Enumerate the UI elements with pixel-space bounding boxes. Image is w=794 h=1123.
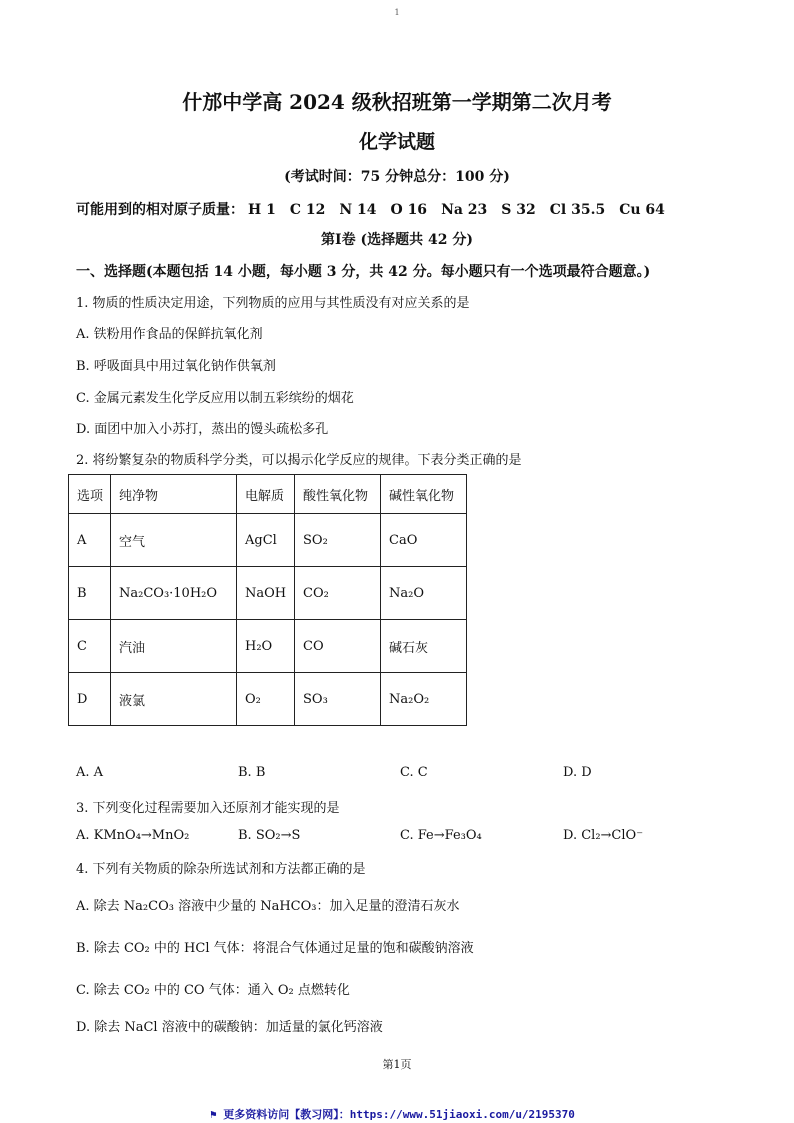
section-heading: 一、选择题(本题包括 14 小题，每小题 3 分，共 42 分。每小题只有一个选项最符合题意。) [76,264,651,280]
table-cell: SO₃ [295,673,381,726]
table-cell: Na₂O₂ [381,673,467,726]
q3-option-b: B. SO₂→S [238,828,301,843]
footer-link[interactable] [210,1106,575,1122]
q2-stem: 2. 将纷繁复杂的物质科学分类，可以揭示化学反应的规律。下表分类正确的是 [76,453,522,468]
table-row [69,567,467,620]
table-header: 酸性氧化物 [295,475,381,514]
q1-option-d: D. 面团中加入小苏打，蒸出的馒头疏松多孔 [76,422,329,437]
q2-option-d: D. D [563,765,592,780]
q4-option-d: D. 除去 NaCl 溶液中的碳酸钠：加适量的氯化钙溶液 [76,1020,383,1035]
q2-option-a: A. A [76,765,104,780]
footer-link-text[interactable]: 更多资料访问【教习网】：https://www.51jiaoxi.com/u/2195370 [223,1108,575,1121]
table-row [69,514,467,567]
q1-option-b: B. 呼吸面具中用过氧化钠作供氧剂 [76,359,276,374]
table-cell: CaO [381,514,467,567]
exam-info: (考试时间：75 分钟总分：100 分) [284,169,510,185]
flag-icon: ⚑ [210,1108,224,1121]
q4-option-a: A. 除去 Na₂CO₃ 溶液中少量的 NaHCO₃：加入足量的澄清石灰水 [76,899,460,914]
table-row [69,673,467,726]
q3-option-d: D. Cl₂→ClO⁻ [563,828,644,843]
q4-option-b: B. 除去 CO₂ 中的 HCl 气体：将混合气体通过足量的饱和碳酸钠溶液 [76,941,474,956]
table-cell: AgCl [237,514,295,567]
exam-title: 什邡中学高 2024 级秋招班第一学期第二次月考 [182,90,612,114]
q1-stem: 1. 物质的性质决定用途，下列物质的应用与其性质没有对应关系的是 [76,296,470,311]
table-cell: C [69,620,111,673]
table-cell: NaOH [237,567,295,620]
mass-item: Cl 35.5 [549,202,606,218]
table-cell: D [69,673,111,726]
table-row [69,620,467,673]
volume-heading: 第Ⅰ卷 (选择题共 42 分) [321,232,473,248]
page-number: 第1页 [382,1058,412,1071]
mass-item: Cu 64 [619,202,665,218]
table-header: 选项 [69,475,111,514]
q1-option-c: C. 金属元素发生化学反应用以制五彩缤纷的烟花 [76,391,354,406]
q4-option-c: C. 除去 CO₂ 中的 CO 气体：通入 O₂ 点燃转化 [76,983,350,998]
q3-stem: 3. 下列变化过程需要加入还原剂才能实现的是 [76,801,340,816]
table-cell: 空气 [111,514,237,567]
q4-stem: 4. 下列有关物质的除杂所选试剂和方法都正确的是 [76,862,366,877]
table-cell: A [69,514,111,567]
q2-table [68,474,467,726]
table-cell: O₂ [237,673,295,726]
table-cell: CO [295,620,381,673]
table-cell: 碱石灰 [381,620,467,673]
q2-option-c: C. C [400,765,428,780]
table-cell: H₂O [237,620,295,673]
table-cell: 汽油 [111,620,237,673]
mass-item: C 12 [289,202,326,218]
mass-item: Na 23 [441,202,488,218]
table-cell: SO₂ [295,514,381,567]
mass-item: H 1 [248,202,276,218]
table-cell: B [69,567,111,620]
table-cell: 液氯 [111,673,237,726]
q3-option-a: A. KMnO₄→MnO₂ [76,828,190,843]
page-mark: 1 [394,8,400,17]
atomic-masses-label: 可能用到的相对原子质量： [76,202,244,218]
atomic-masses [76,199,679,219]
q2-option-b: B. B [238,765,266,780]
exam-subtitle: 化学试题 [358,131,435,153]
q1-option-a: A. 铁粉用作食品的保鲜抗氧化剂 [76,327,263,342]
mass-item: O 16 [390,202,428,218]
table-header: 纯净物 [111,475,237,514]
table-cell: CO₂ [295,567,381,620]
table-header: 碱性氧化物 [381,475,467,514]
table-cell: Na₂CO₃·10H₂O [111,567,237,620]
mass-item: S 32 [501,202,536,218]
q3-option-c: C. Fe→Fe₃O₄ [400,828,482,843]
mass-item: N 14 [339,202,377,218]
table-cell: Na₂O [381,567,467,620]
table-header: 电解质 [237,475,295,514]
